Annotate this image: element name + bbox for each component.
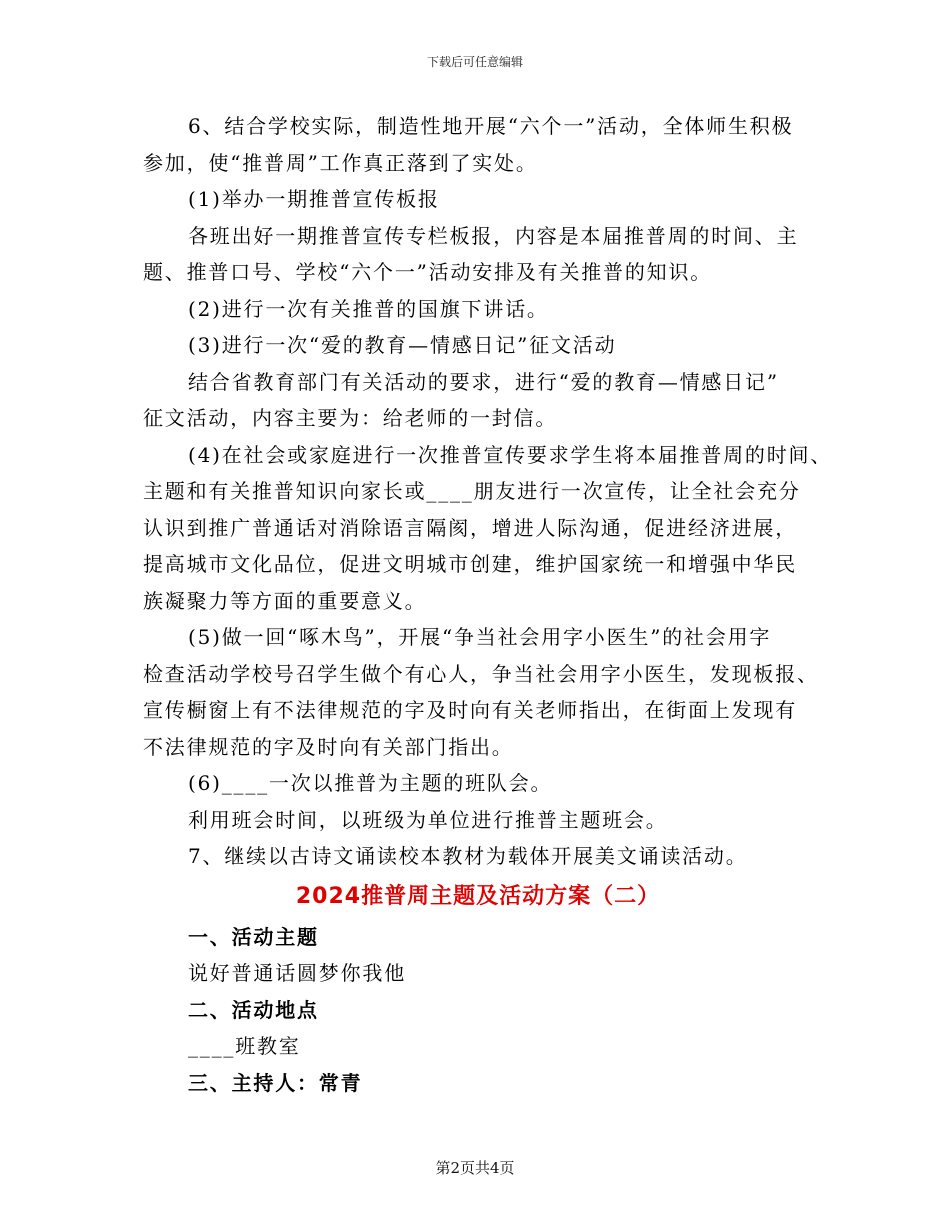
paragraph-line: ____班教室 [188,1034,301,1058]
paragraph-line: 族凝聚力等方面的重要意义。 [143,588,427,613]
paragraph-line: 检查活动学校号召学生做个有心人，争当社会用字小医生，发现板报、 [143,661,819,686]
list-item-heading: (2)进行一次有关推普的国旗下讲话。 [188,296,549,321]
paragraph-line: 主题和有关推普知识向家长或____朋友进行一次宣传，让全社会充分 [143,479,801,503]
list-item-heading: (6)____一次以推普为主题的班队会。 [188,771,553,795]
section-title: 2024推普周主题及活动方案（二） [295,883,661,909]
list-item-heading: (5)做一回“啄木鸟”，开展“争当社会用字小医生”的社会用字 [188,625,772,649]
paragraph-line: 7、继续以古诗文诵读校本教材为载体开展美文诵读活动。 [188,844,748,868]
list-item-heading: (3)进行一次“爱的教育—情感日记”征文活动 [188,333,617,357]
paragraph-line: 利用班会时间，以班级为单位进行推普主题班会。 [188,807,668,832]
paragraph-line: 6、结合学校实际，制造性地开展“六个一”活动，全体师生积极 [188,114,794,138]
subheading: 二、活动地点 [188,997,319,1022]
document-body [143,108,833,1101]
paragraph-line: 宣传橱窗上有不法律规范的字及时向有关老师指出，在街面上发现有 [143,698,797,722]
page-header: 下载后可任意编辑 [426,55,523,69]
list-item-heading: (4)在社会或家庭进行一次推普宣传要求学生将本届推普周的时间、 [188,442,833,467]
paragraph-line: 提高城市文化品位，促进文明城市创建，维护国家统一和增强中华民 [143,552,797,576]
paragraph-line: 不法律规范的字及时向有关部门指出。 [143,734,514,759]
paragraph-line: 各班出好一期推普宣传专栏板报，内容是本届推普周的时间、主 [188,223,799,248]
page-footer: 第2页共4页 [435,1159,515,1177]
list-item-heading: (1)举办一期推普宣传板报 [188,187,440,211]
paragraph-line: 认识到推广普通话对消除语言隔阂，增进人际沟通，促进经济进展， [143,515,797,540]
subheading: 三、主持人：常青 [188,1070,363,1095]
paragraph-line: 结合省教育部门有关活动的要求，进行“爱的教育—情感日记” [188,369,779,394]
paragraph-line: 说好普通话圆梦你我他 [188,961,406,985]
subheading: 一、活动主题 [188,924,319,949]
paragraph-line: 参加，使“推普周”工作真正落到了实处。 [143,150,538,175]
paragraph-line: 征文活动，内容主要为：给老师的一封信。 [143,406,558,430]
paragraph-line: 题、推普口号、学校“六个一”活动安排及有关推普的知识。 [143,260,713,284]
